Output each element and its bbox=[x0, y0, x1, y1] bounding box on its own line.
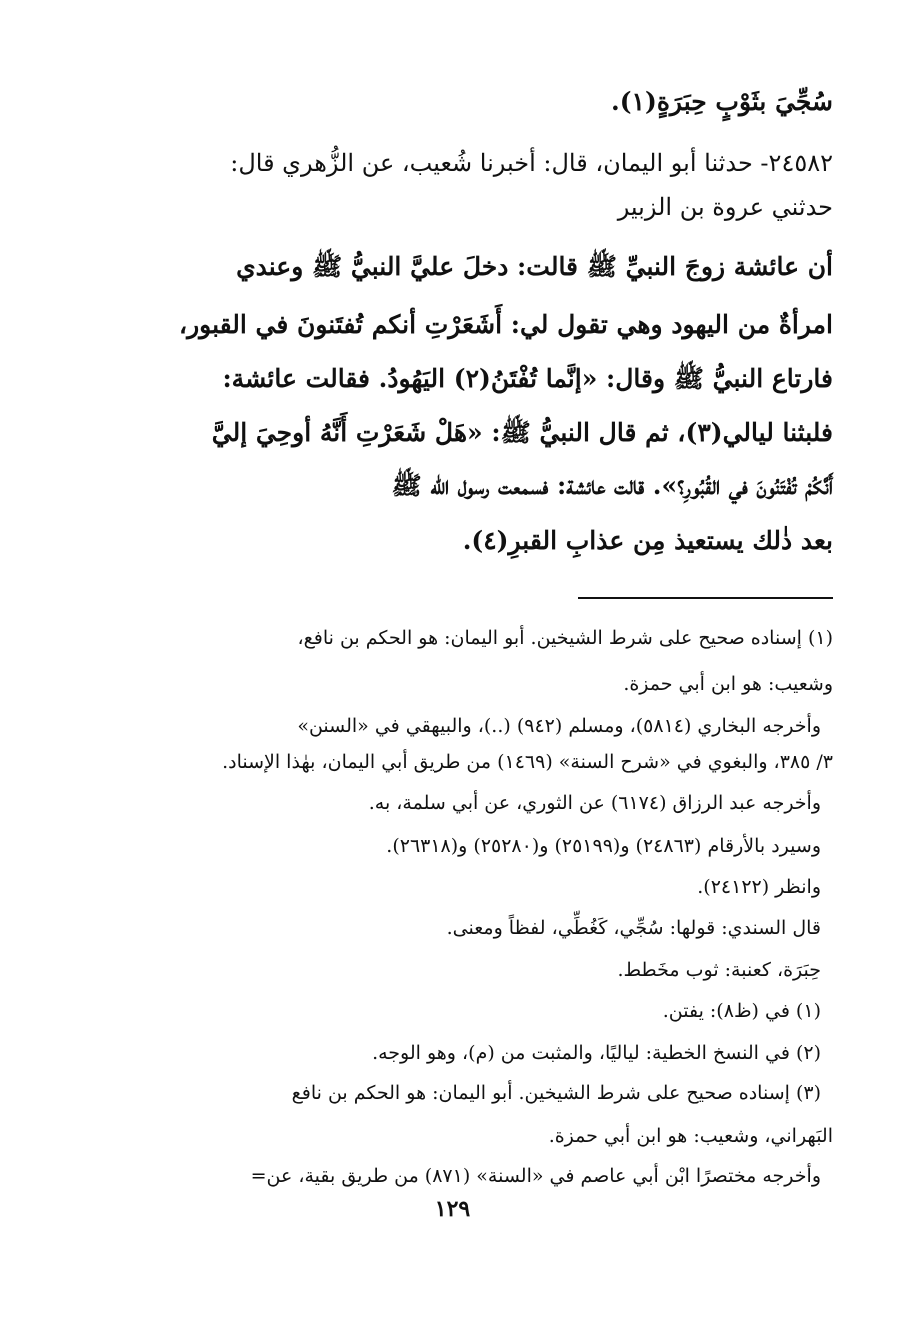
footnote-line: البَهراني، وشعيب: هو ابن أبي حمزة. bbox=[548, 1125, 833, 1147]
hadith-text-line-5: أَنَّكُمْ تُفْتَنُونَ في القُبُورِ؟». قالت عائشة: فسمعت رسول الله ﷺ bbox=[391, 471, 833, 500]
page-number: ١٢٩ bbox=[434, 1196, 471, 1222]
hadith-intro-line-2: حدثني عروة بن الزبير bbox=[617, 193, 833, 221]
hadith-text-line-4: فلبثنا ليالي(٣)، ثم قال النبيُّ ﷺ: «هَلْ شَعَرْتِ أَنَّهُ أوحِيَ إليَّ bbox=[211, 418, 833, 447]
opening-line: سُجِّيَ بثَوْبٍ حِبَرَةٍ(١). bbox=[611, 87, 833, 116]
footnote-line: (١) إسناده صحيح على شرط الشيخين. أبو اليمان: هو الحكم بن نافع، bbox=[297, 627, 833, 649]
footnote-line: قال السندي: قولها: سُجِّي، كَغُطِّي، لفظاً ومعنى. bbox=[446, 917, 821, 939]
footnote-line: وأخرجه مختصرًا ابْن أبي عاصم في «السنة» (٨٧١) من طريق بقية، عن= bbox=[250, 1165, 821, 1187]
footnote-line: وأخرجه البخاري (٥٨١٤)، ومسلم (٩٤٢) (..)، والبيهقي في «السنن» bbox=[297, 715, 821, 737]
footnote-line: (١) في (ظ٨): يفتن. bbox=[662, 1000, 821, 1022]
hadith-text-line-3: فارتاع النبيُّ ﷺ وقال: «إنَّما تُفْتَنُ(٢) اليَهُودُ. فقالت عائشة: bbox=[222, 364, 833, 393]
footnote-line: وسيرد بالأرقام (٢٤٨٦٣) و(٢٥١٩٩) و(٢٥٢٨٠) و(٢٦٣١٨). bbox=[386, 835, 821, 857]
hadith-text-line-2: امرأةٌ من اليهود وهي تقول لي: أَشَعَرْتِ أنكم تُفتَنونَ في القبور، bbox=[179, 310, 833, 339]
footnote-line: (٢) في النسخ الخطية: لياليًا، والمثبت من (م)، وهو الوجه. bbox=[372, 1042, 821, 1064]
footnote-line: ٣/ ٣٨٥، والبغوي في «شرح السنة» (١٤٦٩) من طريق أبي اليمان، بهٰذا الإسناد. bbox=[222, 751, 833, 773]
footnote-line: حِبَرَة، كعنبة: ثوب مخَطط. bbox=[617, 959, 821, 981]
footnote-line: وانظر (٢٤١٢٢). bbox=[697, 876, 821, 898]
hadith-text-line-6: بعد ذٰلك يستعيذ مِن عذابِ القبرِ(٤). bbox=[462, 526, 833, 555]
footnote-line: (٣) إسناده صحيح على شرط الشيخين. أبو اليمان: هو الحكم بن نافع bbox=[291, 1082, 821, 1104]
hadith-intro-line-1: ٢٤٥٨٢- حدثنا أبو اليمان، قال: أخبرنا شُعيب، عن الزُّهري قال: bbox=[230, 149, 833, 177]
footnote-line: وشعيب: هو ابن أبي حمزة. bbox=[623, 673, 833, 695]
footnote-line: وأخرجه عبد الرزاق (٦١٧٤) عن الثوري، عن أبي سلمة، به. bbox=[368, 792, 821, 814]
footnote-separator bbox=[578, 597, 833, 599]
hadith-text-line-1: أن عائشة زوجَ النبيِّ ﷺ قالت: دخلَ عليَّ النبيُّ ﷺ وعندي bbox=[236, 252, 833, 281]
